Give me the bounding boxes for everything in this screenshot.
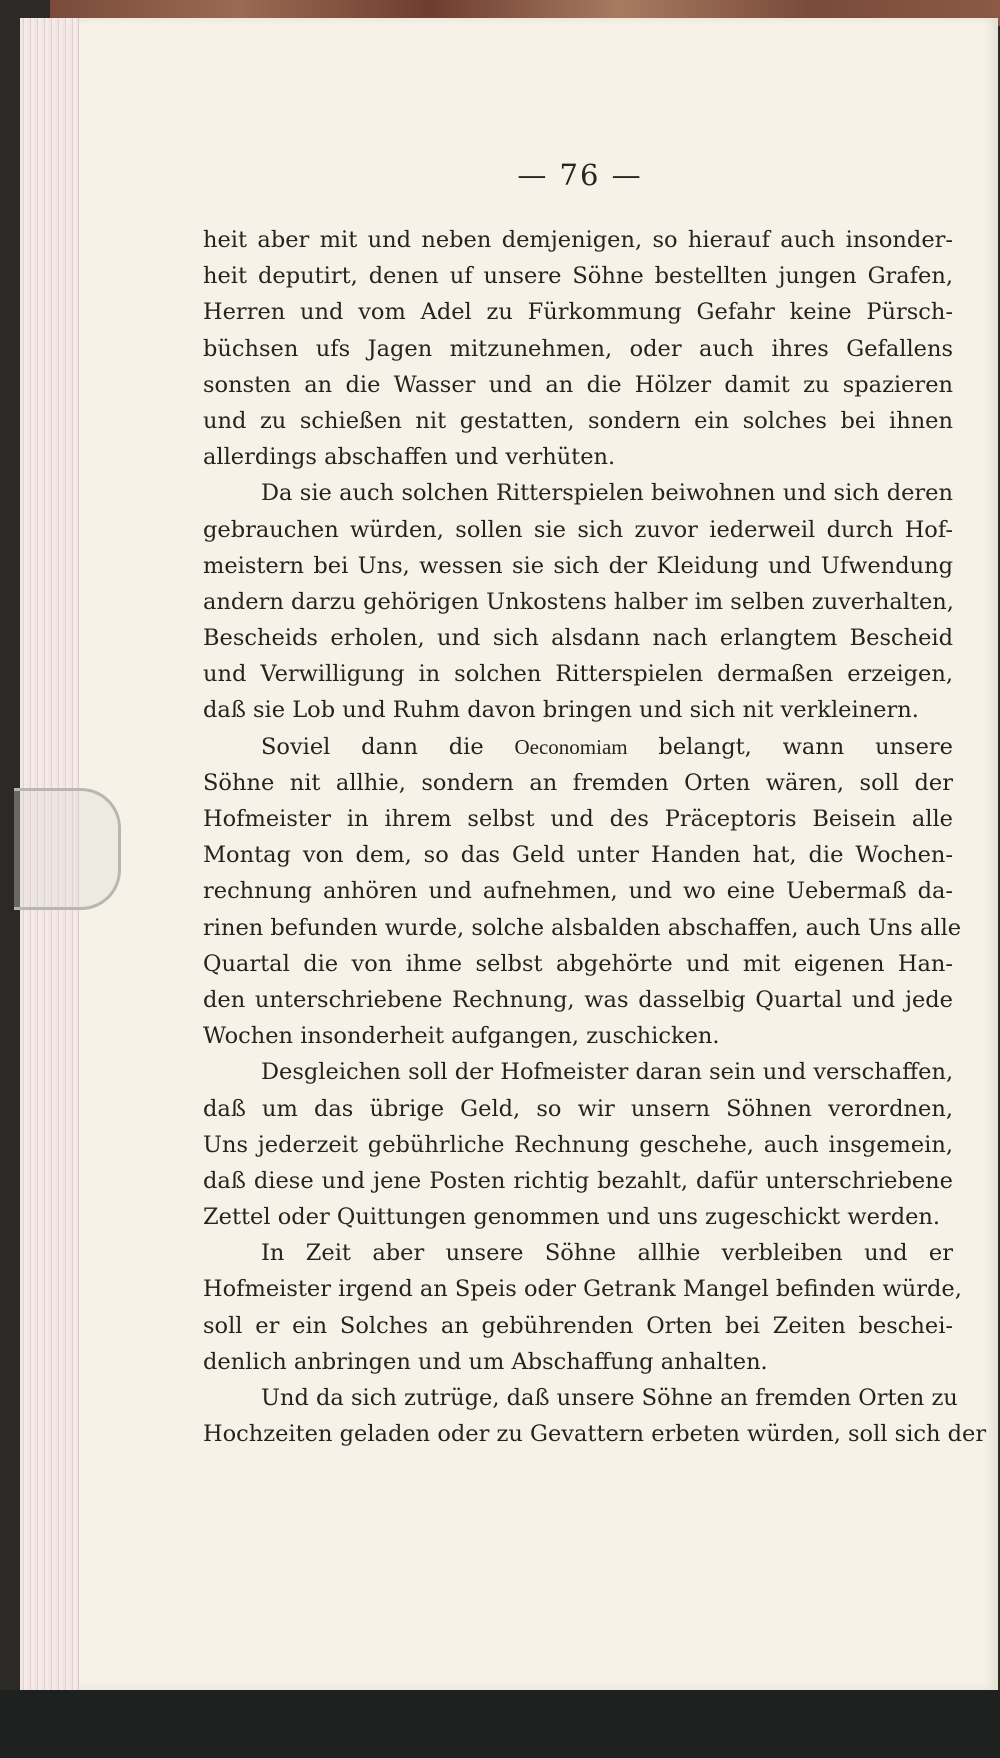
text-line: denlich anbringen und um Abschaffung anhalten. — [203, 1348, 768, 1375]
text-line: soll er ein Solches an gebührenden Orten bei Zeiten beschei- — [203, 1312, 953, 1339]
text-line: rinen befunden wurde, solche alsbalden abschaffen, auch Uns alle — [203, 914, 962, 941]
text-line: den unterschriebene Rechnung, was dasselbig Quartal und jede — [203, 986, 953, 1013]
text-line: Hofmeister in ihrem selbst und des Präceptoris Beisein alle — [203, 806, 953, 832]
scanner-background — [0, 1690, 1000, 1758]
text-line: sonsten an die Wasser und an die Hölzer damit zu spazieren — [203, 371, 953, 398]
line-segment: belangt, wann unsere — [627, 733, 953, 760]
body-text — [203, 222, 987, 1452]
text-line: allerdings abschaffen und verhüten. — [203, 444, 616, 471]
text-line: Uns jederzeit gebührliche Rechnung geschehe, auch insgemein, — [203, 1131, 953, 1158]
text-line: Hochzeiten geladen oder zu Gevattern erbeten würden, soll sich der — [203, 1421, 987, 1448]
text-line: andern darzu gehörigen Unkostens halber im selben zuverhalten, — [203, 588, 954, 615]
text-line: Und da sich zutrüge, daß unsere Söhne an fremden Orten zu — [261, 1385, 958, 1411]
text-line: Quartal die von ihme selbst abgehörte und mit eigenen Han- — [203, 950, 953, 977]
text-line: Bescheids erholen, und sich alsdann nach erlangtem Bescheid — [203, 625, 953, 652]
text-line: Herren und vom Adel zu Fürkommung Gefahr keine Pürsch- — [203, 299, 953, 326]
text-line: meistern bei Uns, wessen sie sich der Kleidung und Ufwendung — [203, 552, 953, 579]
latin-term: Oeconomiam — [514, 734, 628, 759]
line-segment: Soviel dann die — [261, 733, 515, 760]
text-line — [203, 729, 953, 765]
text-line: heit aber mit und neben demjenigen, so hierauf auch insonder- — [203, 227, 953, 253]
page-number: — 76 — — [517, 158, 643, 192]
text-line: und Verwilligung in solchen Ritterspielen dermaßen erzeigen, — [203, 661, 953, 688]
text-line: heit deputirt, denen uf unsere Söhne bestellten jungen Grafen, — [203, 263, 953, 290]
text-line: daß sie Lob und Ruhm davon bringen und sich nit verkleinern. — [203, 697, 919, 724]
text-line: daß um das übrige Geld, so wir unsern Söhnen verordnen, — [203, 1095, 953, 1122]
text-line: Da sie auch solchen Ritterspielen beiwohnen und sich deren — [261, 480, 953, 507]
text-line: gebrauchen würden, sollen sie sich zuvor iederweil durch Hof- — [203, 516, 953, 543]
text-line: büchsen ufs Jagen mitzunehmen, oder auch ihres Gefallens — [203, 335, 953, 362]
text-line: und zu schießen nit gestatten, sondern ein solches bei ihnen — [203, 407, 953, 434]
text-line: Desgleichen soll der Hofmeister daran sein und verschaffen, — [261, 1059, 954, 1086]
text-line: Wochen insonderheit aufgangen, zuschicken. — [203, 1023, 720, 1050]
text-line: rechnung anhören und aufnehmen, und wo eine Uebermaß da- — [203, 878, 953, 905]
text-line: daß diese und jene Posten richtig bezahlt, dafür unterschriebene — [203, 1167, 953, 1194]
text-line: In Zeit aber unsere Söhne allhie verbleiben und er — [261, 1240, 953, 1267]
page-clip — [14, 788, 121, 910]
text-line: Zettel oder Quittungen genommen und uns zugeschickt werden. — [203, 1204, 941, 1231]
text-line: Hofmeister irgend an Speis oder Getrank Mangel befinden würde, — [203, 1276, 962, 1303]
text-line: Montag von dem, so das Geld unter Handen hat, die Wochen- — [203, 842, 953, 869]
text-line: Söhne nit allhie, sondern an fremden Orten wären, soll der — [203, 769, 953, 796]
